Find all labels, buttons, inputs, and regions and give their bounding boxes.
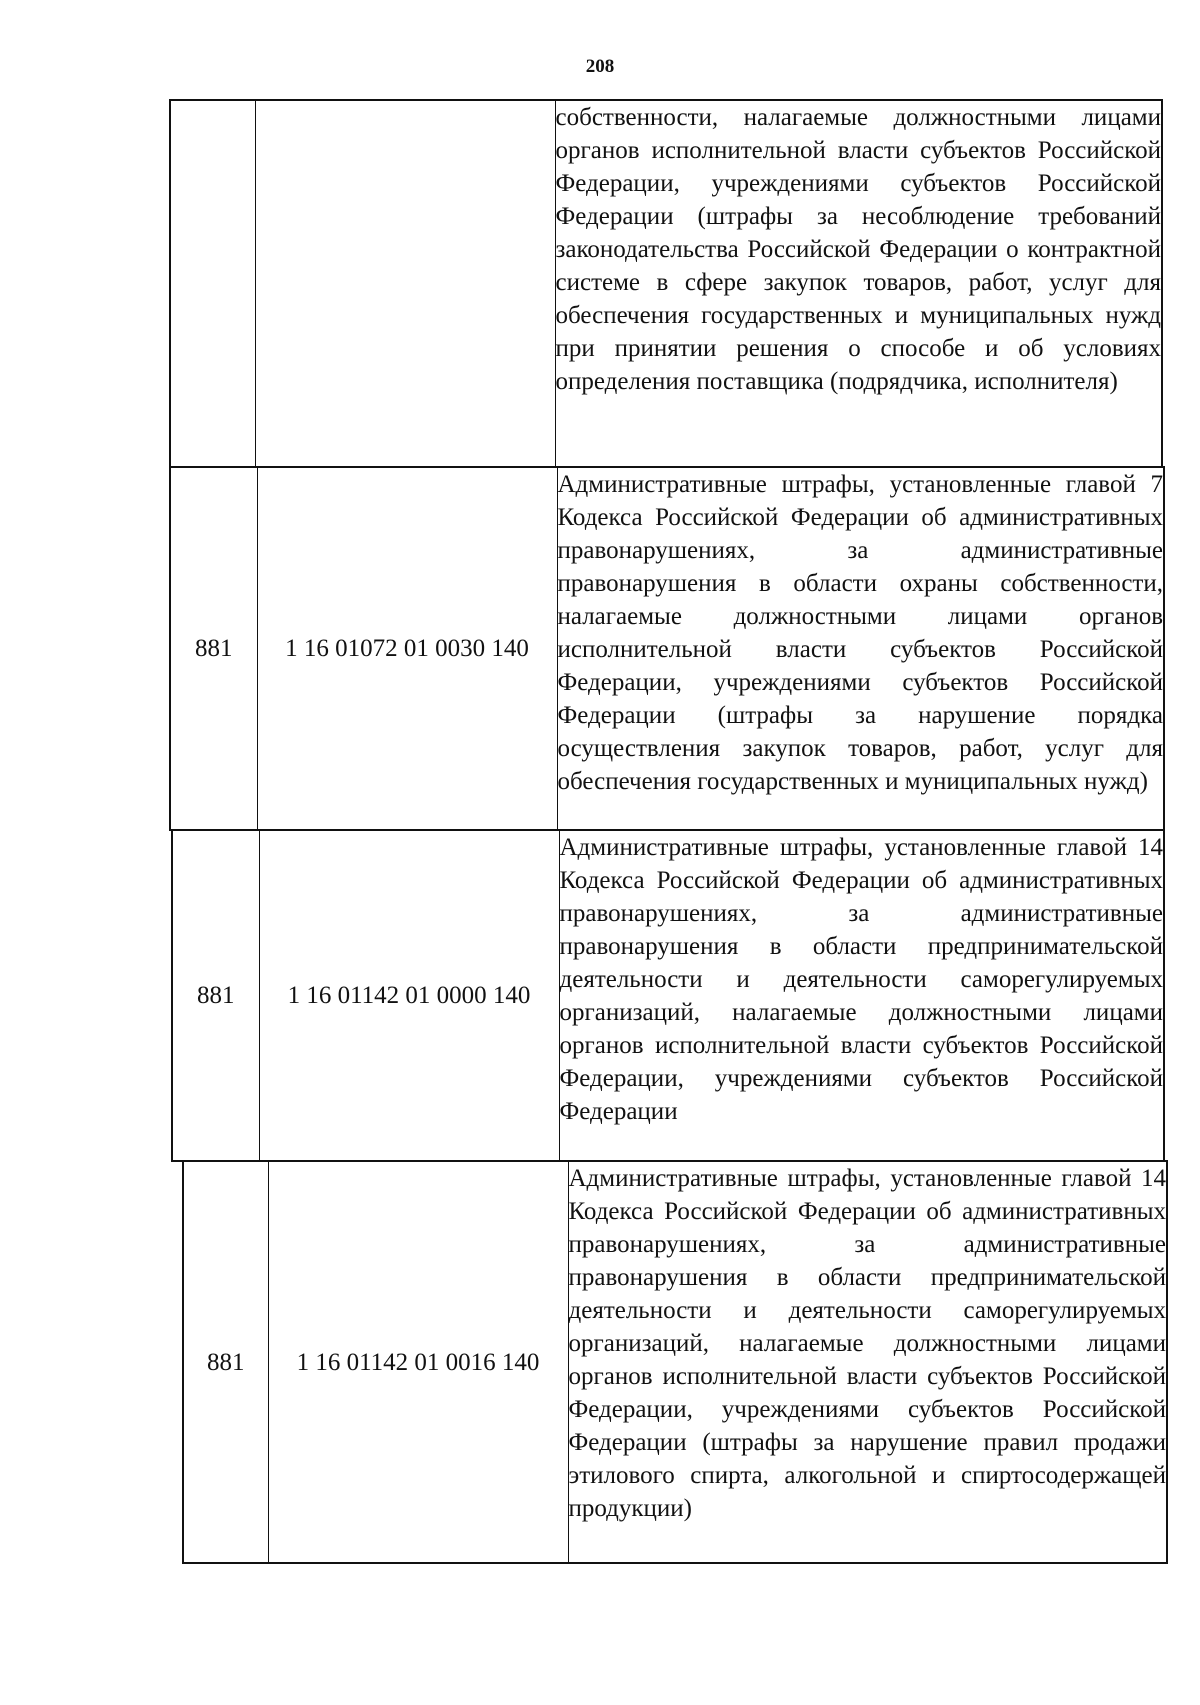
kbk-code-cell: [255, 100, 555, 467]
description-cell: [557, 467, 1164, 830]
page-number: 208: [585, 56, 615, 77]
kbk-code-cell: 1 16 01142 01 0016 140: [268, 1161, 568, 1563]
table-row: [182, 1160, 1168, 1564]
table-row: [169, 466, 1165, 831]
description-text: Административные штрафы, установленные главой 14 Кодекса Российской Федерации об административных правонарушениях, за административные правонарушения в области предпринимательской деятельности и деятельности саморегулируемых организаций, налагаемые должностными лицами органов исполнительной власти субъектов Российской Федерации, учреждениями субъектов Российской Федерации (штрафы за нарушение правил продажи этилового спирта, алкогольной и спиртосодержащей продукции): [568, 1165, 1166, 1522]
kbk-code-cell: 1 16 01072 01 0030 140: [257, 467, 557, 830]
description-text: собственности, налагаемые должностными лицами органов исполнительной власти субъектов Российской Федерации, учреждениями субъектов Российской Федерации (штрафы за несоблюдение требований законодательства Российской Федерации о контрактной системе в сфере закупок товаров, работ, услуг для обеспечения государственных и муниципальных нужд при принятии решения о способе и об условиях определения поставщика (подрядчика, исполнителя): [555, 104, 1161, 395]
description-cell: [568, 1161, 1167, 1563]
admin-code-cell: [170, 100, 255, 467]
description-cell: [555, 100, 1162, 467]
description-text: Административные штрафы, установленные главой 14 Кодекса Российской Федерации об административных правонарушениях, за административные правонарушения в области предпринимательской деятельности и деятельности саморегулируемых организаций, налагаемые должностными лицами органов исполнительной власти субъектов Российской Федерации, учреждениями субъектов Российской Федерации: [559, 834, 1163, 1125]
description-text: Административные штрафы, установленные главой 7 Кодекса Российской Федерации об административных правонарушениях, за административные правонарушения в области охраны собственности, налагаемые должностными лицами органов исполнительной власти субъектов Российской Федерации, учреждениями субъектов Российской Федерации (штрафы за нарушение порядка осуществления закупок товаров, работ, услуг для обеспечения государственных и муниципальных нужд): [557, 471, 1163, 795]
admin-code-cell: 881: [170, 467, 257, 830]
kbk-code-cell: 1 16 01142 01 0000 140: [259, 830, 559, 1161]
table-row: [169, 99, 1163, 468]
table-row: [171, 829, 1165, 1162]
description-cell: [559, 830, 1164, 1161]
admin-code-cell: 881: [172, 830, 259, 1161]
admin-code-cell: 881: [183, 1161, 268, 1563]
